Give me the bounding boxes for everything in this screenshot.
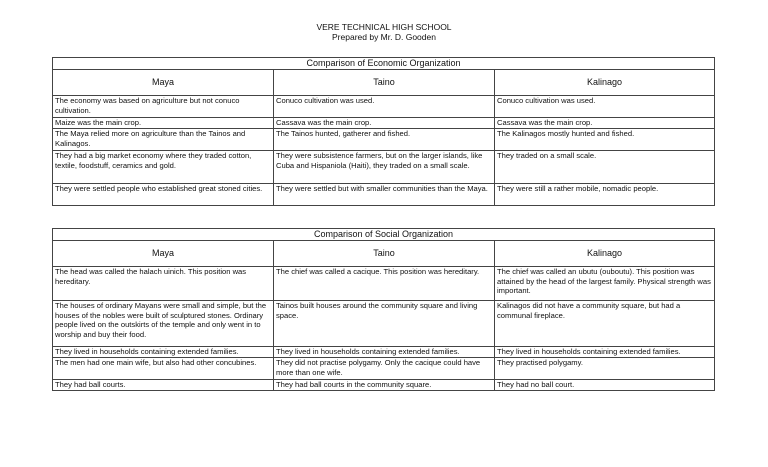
table-title: Comparison of Economic Organization <box>53 58 715 70</box>
table-cell: Conuco cultivation was used. <box>495 96 715 118</box>
table-cell: The men had one main wife, but also had other concubines. <box>53 358 274 380</box>
table-cell: They lived in households containing extended families. <box>53 347 274 358</box>
table-row <box>53 358 715 380</box>
table-cell: They were subsistence farmers, but on the larger islands, like Cuba and Hispaniola (Haiti), they traded on a small scale. <box>274 151 495 184</box>
table-cell: They were settled but with smaller communities than the Maya. <box>274 184 495 206</box>
table-cell: The Tainos hunted, gatherer and fished. <box>274 129 495 151</box>
author-line: Prepared by Mr. D. Gooden <box>332 32 436 42</box>
table-row <box>53 347 715 358</box>
table-cell: Tainos built houses around the community square and living space. <box>274 301 495 347</box>
table-row <box>53 151 715 184</box>
table-cell: They practised polygamy. <box>495 358 715 380</box>
table-row <box>53 301 715 347</box>
table-cell: They lived in households containing extended families. <box>495 347 715 358</box>
table-cell: They had ball courts in the community square. <box>274 380 495 391</box>
table-cell: They lived in households containing extended families. <box>274 347 495 358</box>
table-cell: Conuco cultivation was used. <box>274 96 495 118</box>
table-cell: The houses of ordinary Mayans were small and simple, but the houses of the nobles were built of sculptured stones. Ordinary people lived on the outskirts of the temple and only went in to worship and buy their food. <box>53 301 274 347</box>
table-cell: Kalinagos did not have a community square, but had a communal fireplace. <box>495 301 715 347</box>
table-cell: They were settled people who established great stoned cities. <box>53 184 274 206</box>
table-cell: They were still a rather mobile, nomadic people. <box>495 184 715 206</box>
table-row <box>53 118 715 129</box>
column-header-kalinago: Kalinago <box>495 241 715 267</box>
social-organization-table <box>52 228 715 391</box>
table-cell: The Kalinagos mostly hunted and fished. <box>495 129 715 151</box>
table-row <box>53 267 715 301</box>
table-row <box>53 380 715 391</box>
school-name: VERE TECHNICAL HIGH SCHOOL <box>316 22 452 32</box>
column-header-taino: Taino <box>274 241 495 267</box>
table-cell: The economy was based on agriculture but not conuco cultivation. <box>53 96 274 118</box>
column-header-maya: Maya <box>53 241 274 267</box>
table-row <box>53 96 715 118</box>
table-cell: The Maya relied more on agriculture than the Tainos and Kalinagos. <box>53 129 274 151</box>
table-cell: The chief was called an ubutu (ouboutu). This position was attained by the head of the largest family. Physical strength was important. <box>495 267 715 301</box>
column-header-taino: Taino <box>274 70 495 96</box>
column-header-maya: Maya <box>53 70 274 96</box>
table-cell: They traded on a small scale. <box>495 151 715 184</box>
table-cell: Maize was the main crop. <box>53 118 274 129</box>
table-cell: They had ball courts. <box>53 380 274 391</box>
table-cell: They did not practise polygamy. Only the cacique could have more than one wife. <box>274 358 495 380</box>
table-row <box>53 129 715 151</box>
economic-organization-table <box>52 57 715 206</box>
table-row <box>53 184 715 206</box>
table-cell: The head was called the halach uinich. This position was hereditary. <box>53 267 274 301</box>
table-cell: The chief was called a cacique. This position was hereditary. <box>274 267 495 301</box>
column-header-kalinago: Kalinago <box>495 70 715 96</box>
table-title: Comparison of Social Organization <box>53 229 715 241</box>
table-cell: Cassava was the main crop. <box>274 118 495 129</box>
table-cell: They had a big market economy where they traded cotton, textile, foodstuff, ceramics and gold. <box>53 151 274 184</box>
table-cell: They had no ball court. <box>495 380 715 391</box>
table-cell: Cassava was the main crop. <box>495 118 715 129</box>
